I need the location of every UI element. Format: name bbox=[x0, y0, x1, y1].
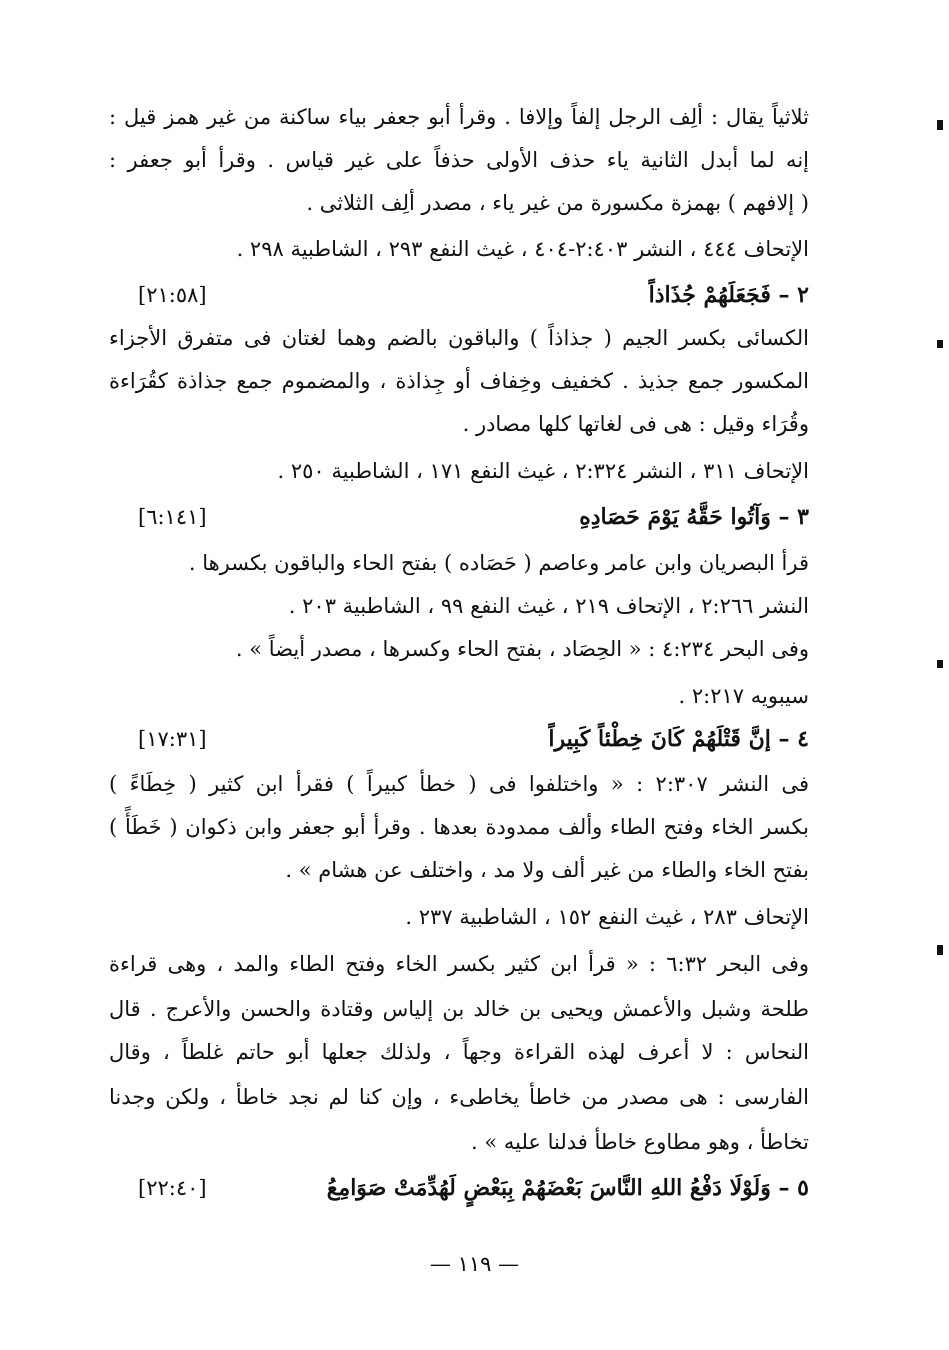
verse-reference: [٢٢:٤٠] bbox=[138, 1176, 207, 1200]
body-line: وفى البحر ٤:٢٣٤ : « الحِصَاد ، بفتح الحاء وكسرها ، مصدر أيضاً » . bbox=[235, 637, 809, 661]
body-line: تخاطأ ، وهو مطاوع خاطأ فدلنا عليه » . bbox=[471, 1130, 809, 1154]
verse-heading: ٣ – وَآتُوا حَقَّهُ يَوْمَ حَصَادِهِ bbox=[579, 504, 809, 530]
binding-hole-mark bbox=[937, 660, 943, 668]
verse-heading: ٢ – فَجَعَلَهُمْ جُذَاذاً bbox=[648, 282, 809, 308]
reference-line: الإتحاف ٢٨٣ ، غيث النفع ١٥٢ ، الشاطبية ٢٣٧ . bbox=[405, 905, 809, 929]
reference-line: سيبويه ٢:٢١٧ . bbox=[678, 684, 809, 708]
verse-reference: [٢١:٥٨] bbox=[138, 283, 207, 307]
reference-line: النشر ٢:٢٦٦ ، الإتحاف ٢١٩ ، غيث النفع ٩٩ ، الشاطبية ٢٠٣ . bbox=[288, 594, 809, 618]
verse-heading: ٥ – وَلَوْلَا دَفْعُ اللهِ النَّاسَ بَعْضَهُمْ بِبَعْضٍ لَهُدِّمَتْ صَوَامِعُ bbox=[326, 1175, 809, 1201]
verse-reference: [١٧:٣١] bbox=[138, 727, 207, 751]
body-line: الكسائى بكسر الجيم ( جذاذاً ) والباقون بالضم وهما لغتان فى متفرق الأجزاء bbox=[109, 326, 809, 350]
reference-line: الإتحاف ٤٤٤ ، النشر ٢:٤٠٣-٤٠٤ ، غيث النفع ٢٩٣ ، الشاطبية ٢٩٨ . bbox=[236, 237, 809, 261]
reference-line: الإتحاف ٣١١ ، النشر ٢:٣٢٤ ، غيث النفع ١٧١ ، الشاطبية ٢٥٠ . bbox=[277, 459, 809, 483]
binding-hole-mark bbox=[937, 945, 943, 955]
verse-heading: ٤ – إنَّ قَتْلَهُمْ كَانَ خِطْئاً كَبِيراً bbox=[548, 726, 809, 752]
body-line: طلحة وشبل والأعمش ويحيى بن خالد بن إلياس وقتادة والحسن والأعرج . قال bbox=[109, 997, 809, 1021]
body-line: ( إلافهم ) بهمزة مكسورة من غير ياء ، مصدر ألِف الثلاثى . bbox=[306, 191, 809, 215]
verse-reference: [٦:١٤١] bbox=[138, 505, 207, 529]
body-line: إنه لما أبدل الثانية ياء حذف الأولى حذفاً على غير قياس . وقرأ أبو جعفر : bbox=[109, 148, 809, 172]
body-line: المكسور جمع جذيذ . كخفيف وخِفاف أو جِذاذة ، والمضموم جمع جذاذة كقُرَاءة bbox=[109, 369, 809, 393]
body-line: فى النشر ٢:٣٠٧ : « واختلفوا فى ( خطأ كبيراً ) فقرأ ابن كثير ( خِطَاءً ) bbox=[109, 772, 809, 796]
body-line: بكسر الخاء وفتح الطاء وألف ممدودة بعدها . وقرأ أبو جعفر وابن ذكوان ( خَطَأً ) bbox=[109, 815, 809, 839]
body-line: ثلاثياً يقال : ألِف الرجل إلفاً وإلافا . وقرأ أبو جعفر بياء ساكنة من غير همز قيل : bbox=[109, 105, 809, 129]
binding-hole-mark bbox=[937, 120, 943, 130]
body-line: بفتح الخاء والطاء من غير ألف ولا مد ، واختلف عن هشام » . bbox=[285, 858, 809, 882]
body-line: الفارسى : هى مصدر من خاطأ يخاطىء ، وإن كنا لم نجد خاطأ ، ولكن وجدنا bbox=[109, 1085, 809, 1109]
body-line: قرأ البصريان وابن عامر وعاصم ( حَصَاده ) بفتح الحاء والباقون بكسرها . bbox=[188, 551, 809, 575]
page-number: — ١١٩ — bbox=[429, 1252, 520, 1276]
binding-hole-mark bbox=[937, 340, 943, 348]
body-line: النحاس : لا أعرف لهذه القراءة وجهاً ، ولذلك جعلها أبو حاتم غلطاً ، وقال bbox=[109, 1040, 809, 1064]
body-line: وفى البحر ٦:٣٢ : « قرأ ابن كثير بكسر الخاء وفتح الطاء والمد ، وهى قراءة bbox=[109, 952, 810, 976]
body-line: وقُرَاء وقيل : هى فى لغاتها كلها مصادر . bbox=[462, 412, 809, 436]
